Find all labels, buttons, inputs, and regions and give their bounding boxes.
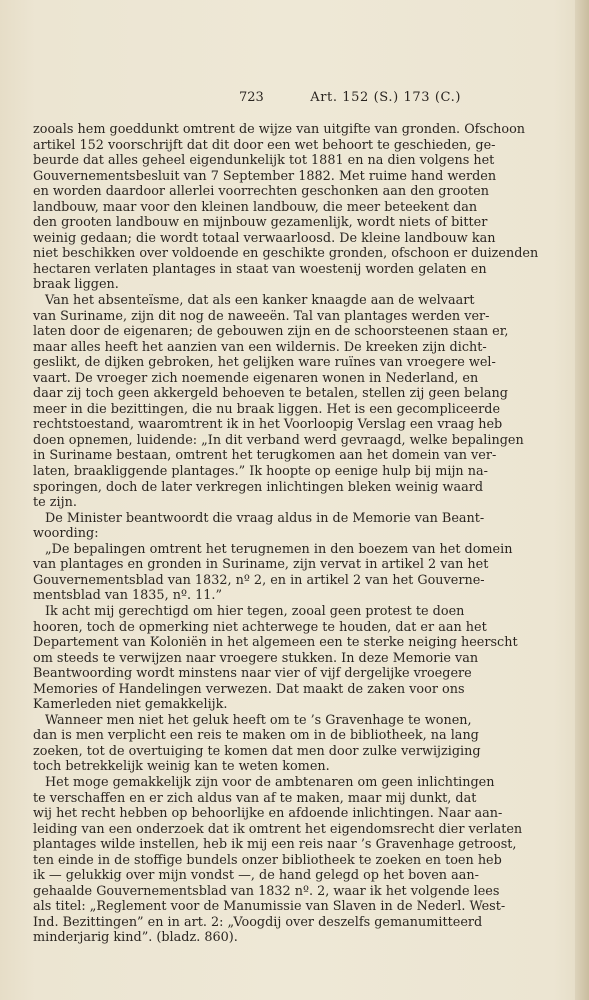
text-line: Ind. Bezittingen” en in art. 2: „Voogdij over deszelfs gemanumitteerd	[33, 914, 483, 930]
text-line: hooren, toch de opmerking niet achterwege te houden, dat er aan het	[33, 619, 487, 635]
text-line: gehaalde Gouvernementsblad van 1832 nº. 2, waar ik het volgende lees	[33, 883, 500, 899]
body-text	[33, 122, 539, 946]
text-line: wij het recht hebben op behoorlijke en afdoende inlichtingen. Naar aan-	[33, 806, 503, 822]
text-line: Van het absenteïsme, dat als een kanker knaagde aan de welvaart	[45, 293, 475, 309]
text-line: braak liggen.	[33, 277, 119, 293]
text-line: in Suriname bestaan, omtrent het terugkomen aan het domein van ver-	[33, 448, 497, 464]
text-line: Beantwoording wordt minstens naar vier of vijf dergelijke vroegere	[33, 666, 472, 682]
text-line: zoeken, tot de overtuiging te komen dat men door zulke verwijziging	[33, 743, 481, 759]
text-line: maar alles heeft het aanzien van een wildernis. De kreeken zijn dicht-	[33, 339, 487, 355]
page-number: 723	[239, 90, 264, 105]
text-line: mentsblad van 1835, nº. 11.”	[33, 588, 222, 604]
text-line: Gouvernementsbesluit van 7 September 1882. Met ruime hand werden	[33, 168, 497, 184]
text-line: Wanneer men niet het geluk heeft om te ’s Gravenhage te wonen,	[45, 712, 472, 728]
text-line: vaart. De vroeger zich noemende eigenaren wonen in Nederland, en	[33, 370, 479, 386]
text-line: niet beschikken over voldoende en geschikte gronden, ofschoon er duizenden	[33, 246, 539, 262]
text-line: plantages wilde instellen, heb ik mij een reis naar ’s Gravenhage getroost,	[33, 837, 517, 853]
text-line: toch betrekkelijk weinig kan te weten komen.	[33, 759, 330, 775]
text-line: leiding van een onderzoek dat ik omtrent het eigendomsrecht dier verlaten	[33, 821, 523, 837]
page-edge	[575, 0, 589, 1000]
text-line: rechtstoestand, waaromtrent ik in het Voorloopig Verslag een vraag heb	[33, 417, 503, 433]
text-line: meer in die bezittingen, die nu braak liggen. Het is een gecompliceerde	[33, 401, 501, 417]
text-line: Kamerleden niet gemakkelijk.	[33, 697, 228, 713]
text-line: laten, braakliggende plantages.” Ik hoopte op eenige hulp bij mijn na-	[33, 464, 488, 480]
text-line: Het moge gemakkelijk zijn voor de ambtenaren om geen inlichtingen	[45, 774, 495, 790]
text-line: ik — gelukkig over mijn vondst —, de hand gelegd op het boven aan-	[33, 868, 479, 884]
running-head: Art. 152 (S.) 173 (C.)	[310, 90, 461, 105]
text-line: doen opnemen, luidende: „In dit verband werd gevraagd, welke bepalingen	[33, 432, 524, 448]
text-line: om steeds te verwijzen naar vroegere stukken. In deze Memorie van	[33, 650, 479, 666]
text-line: geslikt, de dijken gebroken, het gelijken ware ruïnes van vroegere wel-	[33, 355, 496, 371]
text-line: „De bepalingen omtrent het terugnemen in den boezem van het domein	[45, 541, 513, 557]
text-line: ten einde in de stoffige bundels onzer bibliotheek te zoeken en toen heb	[33, 852, 502, 868]
text-line: te zijn.	[33, 495, 77, 511]
text-line: beurde dat alles geheel eigendunkelijk tot 1881 en na dien volgens het	[33, 153, 495, 169]
text-line: als titel: „Reglement voor de Manumissie van Slaven in de Nederl. West-	[33, 899, 506, 915]
text-line: sporingen, doch de later verkregen inlichtingen bleken weinig waard	[33, 479, 484, 495]
text-line: te verschaffen en er zich aldus van af te maken, maar mij dunkt, dat	[33, 790, 477, 806]
text-line: Ik acht mij gerechtigd om hier tegen, zooal geen protest te doen	[45, 603, 465, 619]
text-line: Memories of Handelingen verwezen. Dat maakt de zaken voor ons	[33, 681, 465, 697]
text-line: weinig gedaan; die wordt totaal verwaarloosd. De kleine landbouw kan	[33, 230, 496, 246]
text-line: den grooten landbouw en mijnbouw gezamenlijk, wordt niets of bitter	[33, 215, 488, 231]
text-line: laten door de eigenaren; de gebouwen zijn en de schoorsteenen staan er,	[33, 324, 509, 340]
text-line: landbouw, maar voor den kleinen landbouw, die meer beteekent dan	[33, 199, 478, 215]
text-line: van Suriname, zijn dit nog de naweeën. Tal van plantages werden ver-	[33, 308, 490, 324]
text-line: Gouvernementsblad van 1832, nº 2, en in artikel 2 van het Gouverne-	[33, 572, 485, 588]
text-line: artikel 152 voorschrijft dat dit door een wet behoort te geschieden, ge-	[33, 137, 496, 153]
text-line: woording:	[33, 526, 99, 542]
text-line: dan is men verplicht een reis te maken om in de bibliotheek, na lang	[33, 728, 479, 744]
page-header	[33, 90, 461, 106]
text-line: hectaren verlaten plantages in staat van woestenij worden gelaten en	[33, 261, 487, 277]
text-line: De Minister beantwoordt die vraag aldus in de Memorie van Beant-	[45, 510, 485, 526]
text-line: daar zij toch geen akkergeld behoeven te betalen, stellen zij geen belang	[33, 386, 508, 402]
text-line: Departement van Koloniën in het algemeen een te sterke neiging heerscht	[33, 635, 518, 651]
text-line: zooals hem goeddunkt omtrent de wijze van uitgifte van gronden. Ofschoon	[33, 122, 526, 137]
text-line: van plantages en gronden in Suriname, zijn vervat in artikel 2 van het	[33, 557, 489, 573]
text-line: minderjarig kind”. (bladz. 860).	[33, 930, 238, 946]
text-line: en worden daardoor allerlei voorrechten geschonken aan den grooten	[33, 184, 489, 200]
